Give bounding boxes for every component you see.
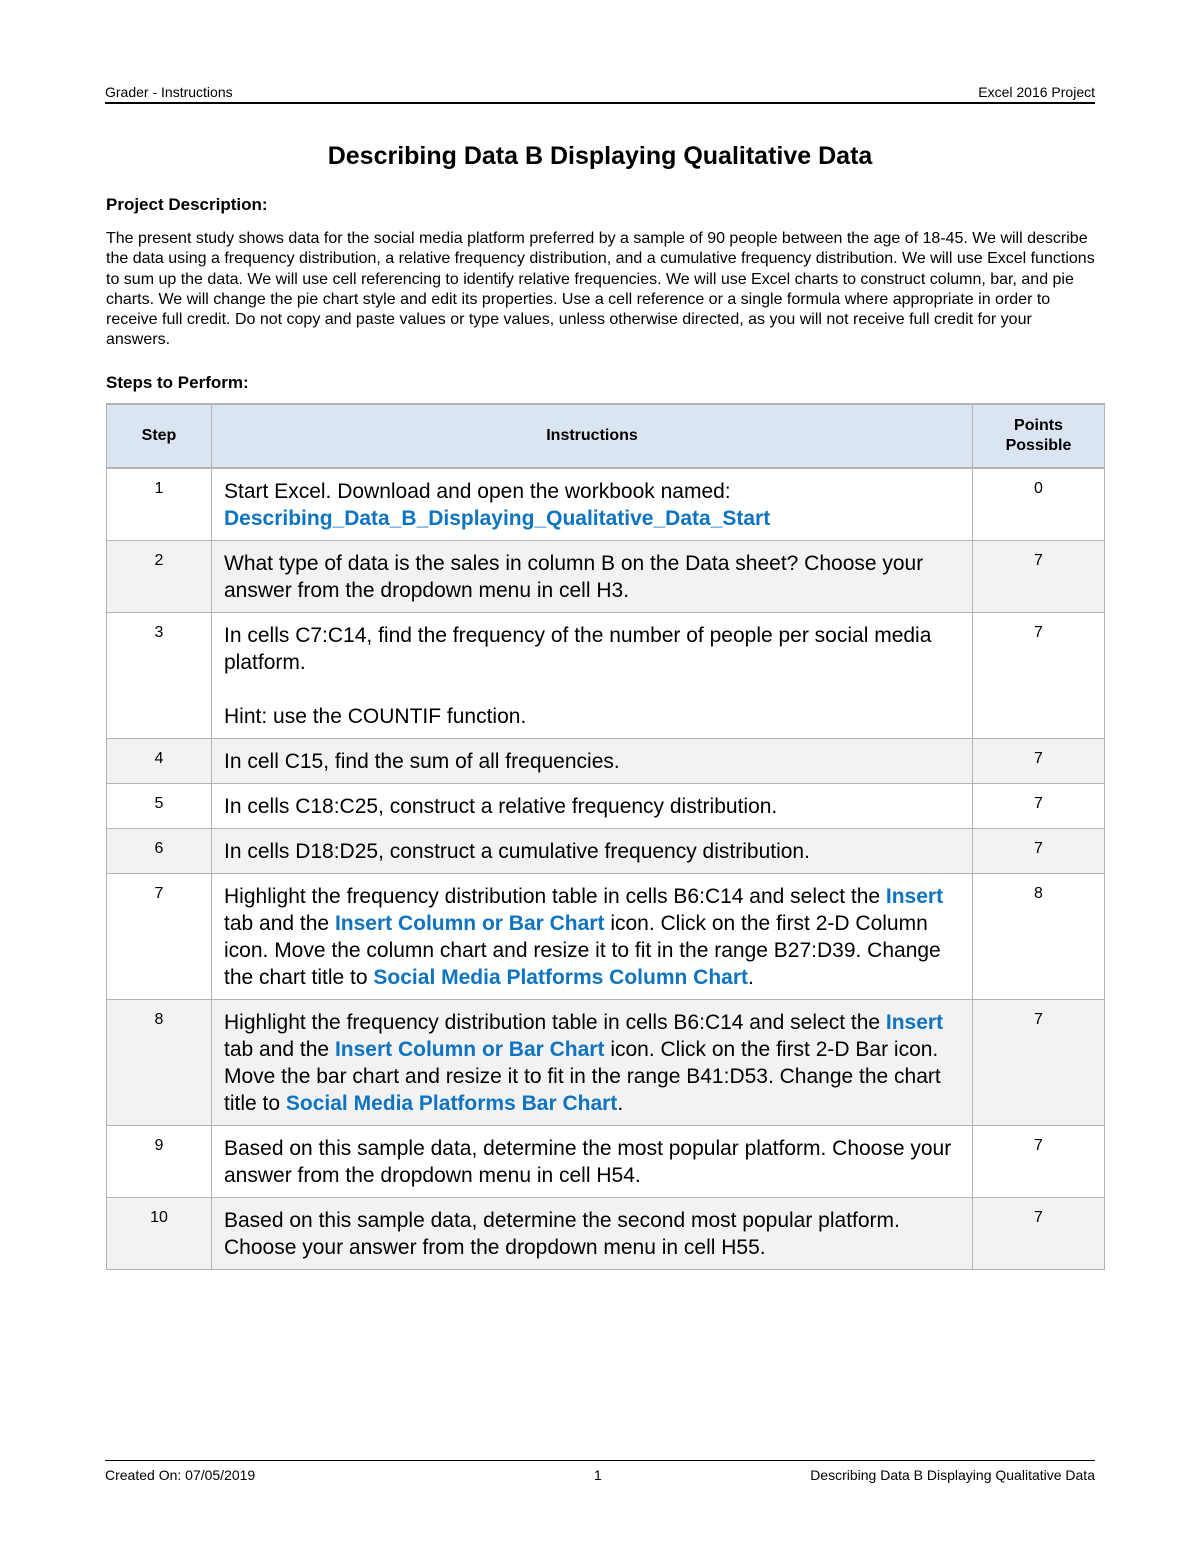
table-row xyxy=(107,613,1105,739)
instruction-text: Based on this sample data, determine the most popular platform. Choose your answer from the dropdown menu in cell H54. xyxy=(224,1137,952,1187)
table-row xyxy=(107,829,1105,874)
instruction-text: tab and the xyxy=(224,912,335,935)
step-instructions xyxy=(212,1198,973,1270)
step-number: 9 xyxy=(107,1126,212,1198)
workbook-name: Describing_Data_B_Displaying_Qualitative_Data_Start xyxy=(224,507,771,530)
step-instructions xyxy=(212,541,973,613)
project-description-heading: Project Description: xyxy=(106,195,268,214)
table-header-row xyxy=(107,404,1105,468)
footer-page-number: 1 xyxy=(594,1467,602,1483)
step-number: 2 xyxy=(107,541,212,613)
step-number: 7 xyxy=(107,874,212,1000)
insert-tab-keyword: Insert xyxy=(885,885,944,908)
col-header-points xyxy=(973,404,1105,468)
footer-created-on: Created On: 07/05/2019 xyxy=(105,1467,256,1483)
chart-title-keyword: Social Media Platforms Bar Chart xyxy=(285,1092,618,1115)
table-row xyxy=(107,1000,1105,1126)
step-instructions xyxy=(212,874,973,1000)
instruction-text: Highlight the frequency distribution table in cells B6:C14 and select the xyxy=(224,885,886,908)
insert-tab-keyword: Insert xyxy=(885,1011,944,1034)
instruction-text: In cells D18:D25, construct a cumulative frequency distribution. xyxy=(224,840,810,863)
table-row xyxy=(107,1126,1105,1198)
step-instructions xyxy=(212,1126,973,1198)
step-points: 7 xyxy=(973,541,1105,613)
footer-doc-title: Describing Data B Displaying Qualitative Data xyxy=(810,1467,1095,1483)
instruction-text: Based on this sample data, determine the second most popular platform. Choose your answer from the dropdown menu in cell H55. xyxy=(224,1209,900,1259)
insert-chart-keyword: Insert Column or Bar Chart xyxy=(334,1038,605,1061)
instruction-text: icon. Click on the first 2-D Column icon. Move the column chart and resize it to fit in the range B27:D39. Change the chart title to xyxy=(224,912,941,989)
header-left-text: Grader - Instructions xyxy=(105,84,233,100)
col-header-instructions: Instructions xyxy=(212,404,973,468)
insert-chart-keyword: Insert Column or Bar Chart xyxy=(334,912,605,935)
instruction-hint: Hint: use the COUNTIF function. xyxy=(224,705,527,728)
step-points: 7 xyxy=(973,1126,1105,1198)
table-row xyxy=(107,1198,1105,1270)
chart-title-keyword: Social Media Platforms Column Chart xyxy=(373,966,748,989)
instruction-text: Highlight the frequency distribution table in cells B6:C14 and select the xyxy=(224,1011,886,1034)
instruction-text: icon. Click on the first 2-D Bar icon. Move the bar chart and resize it to fit in the range B41:D53. Change the chart title to xyxy=(224,1038,941,1115)
step-points: 7 xyxy=(973,739,1105,784)
step-points: 8 xyxy=(973,874,1105,1000)
step-points: 7 xyxy=(973,784,1105,829)
steps-heading: Steps to Perform: xyxy=(106,373,249,392)
instruction-text: . xyxy=(748,966,754,989)
table-row xyxy=(107,874,1105,1000)
table-row xyxy=(107,468,1105,541)
step-number: 4 xyxy=(107,739,212,784)
document-title: Describing Data B Displaying Qualitative Data xyxy=(327,142,873,170)
step-number: 10 xyxy=(107,1198,212,1270)
instruction-text: . xyxy=(617,1092,624,1115)
instruction-text: Start Excel. Download and open the workbook named: xyxy=(224,480,731,503)
instruction-text: tab and the xyxy=(224,1038,335,1061)
step-number: 5 xyxy=(107,784,212,829)
step-points: 7 xyxy=(973,1000,1105,1126)
step-instructions xyxy=(212,1000,973,1126)
step-instructions xyxy=(212,829,973,874)
table-row xyxy=(107,739,1105,784)
step-number: 1 xyxy=(107,468,212,541)
step-instructions xyxy=(212,468,973,541)
instruction-text: In cells C18:C25, construct a relative frequency distribution. xyxy=(224,795,778,818)
step-points: 7 xyxy=(973,613,1105,739)
step-number: 8 xyxy=(107,1000,212,1126)
steps-table xyxy=(106,403,1105,1270)
page-footer xyxy=(105,1460,1095,1485)
step-instructions xyxy=(212,613,973,739)
step-number: 3 xyxy=(107,613,212,739)
col-header-points-line1: Points xyxy=(1014,417,1063,434)
col-header-points-line2: Possible xyxy=(1005,437,1072,454)
page-header xyxy=(105,82,1095,104)
step-points: 0 xyxy=(973,468,1105,541)
instruction-text: In cells C7:C14, find the frequency of the number of people per social media platform. xyxy=(224,624,932,674)
step-instructions xyxy=(212,784,973,829)
col-header-step: Step xyxy=(107,404,212,468)
step-number: 6 xyxy=(107,829,212,874)
header-right-text: Excel 2016 Project xyxy=(978,84,1095,100)
step-points: 7 xyxy=(973,829,1105,874)
instruction-text: In cell C15, find the sum of all frequencies. xyxy=(224,750,620,773)
step-instructions xyxy=(212,739,973,784)
table-row xyxy=(107,784,1105,829)
instruction-text: What type of data is the sales in column B on the Data sheet? Choose your answer from the dropdown menu in cell H3. xyxy=(224,552,924,602)
step-points: 7 xyxy=(973,1198,1105,1270)
project-description: The present study shows data for the social media platform preferred by a sample of 90 people between the age of 18-45. We will describe the data using a frequency distribution, a relative frequency distribution, and a cumulative frequency distribution. We will use Excel functions to sum up the data. We will use cell referencing to identify relative frequencies. We will use Excel charts to construct column, bar, and pie charts. We will change the pie chart style and edit its properties. Use a cell reference or a single formula where appropriate in order to receive full credit. Do not copy and paste values or type values, unless otherwise directed, as you will not receive full credit for your answers. xyxy=(106,230,1095,349)
table-row xyxy=(107,541,1105,613)
